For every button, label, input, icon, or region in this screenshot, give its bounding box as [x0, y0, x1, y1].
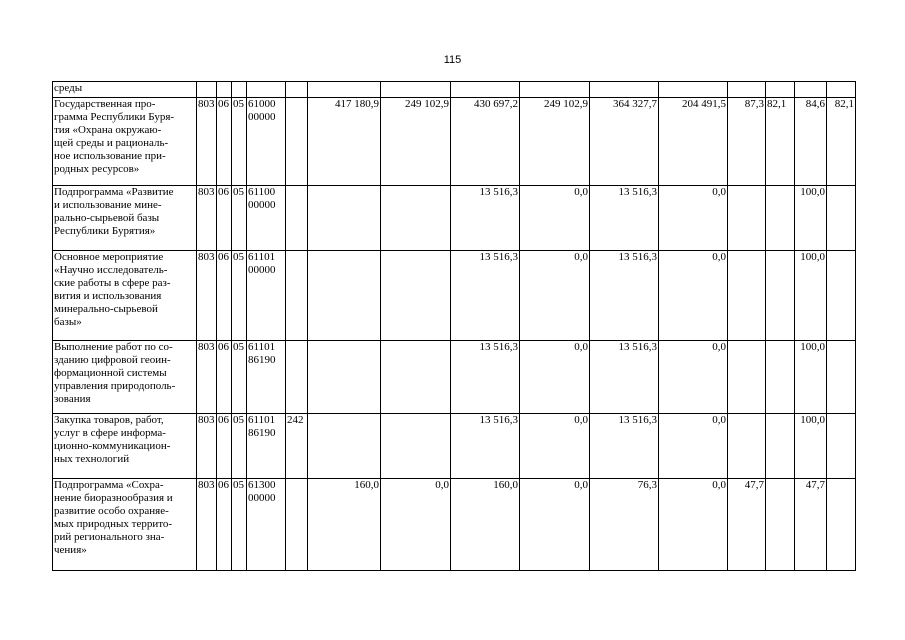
row-name	[53, 414, 197, 479]
updated-total-cell: 430 697,2	[451, 98, 520, 186]
pct-exec-plan-cell	[728, 82, 766, 98]
row-name-line: управления природополь-	[54, 380, 176, 392]
expense-type-cell	[286, 186, 308, 251]
executed-federal-cell: 204 491,5	[659, 98, 728, 186]
expense-type-cell	[286, 98, 308, 186]
admin-code-cell: 803	[197, 98, 217, 186]
pct-exec-plan-federal-cell	[766, 479, 795, 571]
updated-federal-cell: 0,0	[520, 186, 590, 251]
pct-exec-plan-cell	[728, 251, 766, 341]
row-name-line: Государственная про-	[54, 98, 156, 110]
section-code-cell: 06	[217, 251, 232, 341]
executed-federal-cell: 0,0	[659, 479, 728, 571]
subsection-code-cell: 05	[232, 186, 247, 251]
subsection-code-cell	[232, 82, 247, 98]
plan-federal-cell	[381, 341, 451, 414]
program-code-cell	[247, 98, 286, 186]
executed-federal-cell: 0,0	[659, 341, 728, 414]
program-code-cell	[247, 251, 286, 341]
admin-code-cell	[197, 82, 217, 98]
plan-total-cell	[308, 251, 381, 341]
row-name-line: грамма Республики Буря-	[54, 111, 175, 123]
row-name-line: развитие особо охраняе-	[54, 505, 169, 517]
updated-federal-cell: 0,0	[520, 414, 590, 479]
row-name-line: ное использование при-	[54, 150, 166, 162]
updated-federal-cell: 249 102,9	[520, 98, 590, 186]
executed-total-cell: 76,3	[590, 479, 659, 571]
subsection-code-cell: 05	[232, 479, 247, 571]
row-name-line: среды	[54, 82, 83, 94]
executed-total-cell	[590, 82, 659, 98]
pct-exec-updated-federal-cell	[827, 82, 856, 98]
program-code-text: 61100 00000	[248, 186, 276, 211]
pct-exec-updated-cell	[795, 82, 827, 98]
updated-total-cell: 160,0	[451, 479, 520, 571]
program-code-text: 61101 86190	[248, 341, 276, 366]
pct-exec-updated-federal-cell	[827, 251, 856, 341]
executed-total-cell: 13 516,3	[590, 251, 659, 341]
updated-total-cell: 13 516,3	[451, 251, 520, 341]
executed-federal-cell: 0,0	[659, 414, 728, 479]
program-code-cell	[247, 82, 286, 98]
section-code-cell: 06	[217, 479, 232, 571]
executed-federal-cell: 0,0	[659, 186, 728, 251]
row-name-line: Выполнение работ по со-	[54, 341, 173, 353]
row-name-line: вития и использования	[54, 290, 162, 302]
updated-total-cell	[451, 82, 520, 98]
pct-exec-plan-federal-cell	[766, 414, 795, 479]
subsection-code-cell: 05	[232, 251, 247, 341]
row-name-line: минерально-сырьевой	[54, 303, 158, 315]
row-name-line: зования	[54, 393, 91, 405]
pct-exec-plan-federal-cell	[766, 341, 795, 414]
expense-type-cell: 242	[286, 414, 308, 479]
program-code-cell	[247, 341, 286, 414]
plan-federal-cell	[381, 414, 451, 479]
row-name	[53, 98, 197, 186]
pct-exec-updated-cell: 100,0	[795, 251, 827, 341]
pct-exec-updated-federal-cell	[827, 341, 856, 414]
row-name	[53, 82, 197, 98]
budget-table	[52, 81, 856, 571]
row-name-line: Республики Бурятия»	[54, 225, 156, 237]
updated-federal-cell	[520, 82, 590, 98]
row-name-line: Закупка товаров, работ,	[54, 414, 164, 426]
pct-exec-plan-cell	[728, 186, 766, 251]
executed-federal-cell	[659, 82, 728, 98]
updated-total-cell: 13 516,3	[451, 186, 520, 251]
row-name-line: Основное мероприятие	[54, 251, 164, 263]
table-row	[53, 251, 856, 341]
section-code-cell: 06	[217, 186, 232, 251]
row-name-line: родных ресурсов»	[54, 163, 140, 175]
plan-federal-cell	[381, 251, 451, 341]
pct-exec-plan-cell: 87,3	[728, 98, 766, 186]
row-name-line: базы»	[54, 316, 82, 328]
updated-total-cell: 13 516,3	[451, 414, 520, 479]
table-row	[53, 82, 856, 98]
row-name-line: тия «Охрана окружаю-	[54, 124, 162, 136]
subsection-code-cell: 05	[232, 414, 247, 479]
row-name-line: и использование мине-	[54, 199, 162, 211]
updated-federal-cell: 0,0	[520, 479, 590, 571]
plan-federal-cell	[381, 186, 451, 251]
section-code-cell: 06	[217, 98, 232, 186]
updated-federal-cell: 0,0	[520, 251, 590, 341]
plan-total-cell: 417 180,9	[308, 98, 381, 186]
row-name-line: ных технологий	[54, 453, 130, 465]
pct-exec-plan-cell: 47,7	[728, 479, 766, 571]
program-code-cell	[247, 479, 286, 571]
section-code-cell: 06	[217, 414, 232, 479]
pct-exec-updated-federal-cell	[827, 414, 856, 479]
program-code-cell	[247, 186, 286, 251]
admin-code-cell: 803	[197, 414, 217, 479]
row-name-line: услуг в сфере информа-	[54, 427, 166, 439]
program-code-cell	[247, 414, 286, 479]
row-name-line: ционно-коммуникацион-	[54, 440, 171, 452]
pct-exec-updated-federal-cell: 82,1	[827, 98, 856, 186]
admin-code-cell: 803	[197, 251, 217, 341]
table-row	[53, 414, 856, 479]
row-name	[53, 251, 197, 341]
plan-federal-cell: 249 102,9	[381, 98, 451, 186]
program-code-text: 61101 86190	[248, 414, 276, 439]
table-row	[53, 479, 856, 571]
row-name-line: чения»	[54, 544, 87, 556]
plan-total-cell	[308, 186, 381, 251]
program-code-text: 61000 00000	[248, 98, 276, 123]
section-code-cell: 06	[217, 341, 232, 414]
executed-total-cell: 13 516,3	[590, 341, 659, 414]
row-name	[53, 479, 197, 571]
pct-exec-plan-federal-cell: 82,1	[766, 98, 795, 186]
pct-exec-updated-cell: 100,0	[795, 186, 827, 251]
executed-federal-cell: 0,0	[659, 251, 728, 341]
plan-total-cell	[308, 341, 381, 414]
pct-exec-updated-federal-cell	[827, 479, 856, 571]
pct-exec-plan-federal-cell	[766, 82, 795, 98]
row-name-line: формационной системы	[54, 367, 167, 379]
pct-exec-updated-federal-cell	[827, 186, 856, 251]
row-name	[53, 186, 197, 251]
plan-total-cell	[308, 414, 381, 479]
admin-code-cell: 803	[197, 341, 217, 414]
pct-exec-updated-cell: 100,0	[795, 341, 827, 414]
expense-type-cell	[286, 251, 308, 341]
admin-code-cell: 803	[197, 186, 217, 251]
row-name-line: «Научно исследователь-	[54, 264, 168, 276]
section-code-cell	[217, 82, 232, 98]
row-name-line: Подпрограмма «Развитие	[54, 186, 174, 198]
row-name-line: ские работы в сфере раз-	[54, 277, 171, 289]
pct-exec-plan-cell	[728, 414, 766, 479]
executed-total-cell: 13 516,3	[590, 186, 659, 251]
executed-total-cell: 364 327,7	[590, 98, 659, 186]
program-code-text: 61101 00000	[248, 251, 276, 276]
program-code-text: 61300 00000	[248, 479, 276, 504]
row-name	[53, 341, 197, 414]
updated-federal-cell: 0,0	[520, 341, 590, 414]
admin-code-cell: 803	[197, 479, 217, 571]
plan-total-cell: 160,0	[308, 479, 381, 571]
table-row	[53, 341, 856, 414]
pct-exec-plan-federal-cell	[766, 186, 795, 251]
row-name-line: Подпрограмма «Сохра-	[54, 479, 164, 491]
row-name-line: нение биоразнообразия и	[54, 492, 173, 504]
plan-federal-cell	[381, 82, 451, 98]
expense-type-cell	[286, 341, 308, 414]
row-name-line: мых природных террито-	[54, 518, 173, 530]
updated-total-cell: 13 516,3	[451, 341, 520, 414]
row-name-line: щей среды и рациональ-	[54, 137, 169, 149]
executed-total-cell: 13 516,3	[590, 414, 659, 479]
subsection-code-cell: 05	[232, 341, 247, 414]
page-number: 115	[443, 54, 462, 66]
pct-exec-updated-cell: 84,6	[795, 98, 827, 186]
pct-exec-plan-cell	[728, 341, 766, 414]
pct-exec-updated-cell: 47,7	[795, 479, 827, 571]
pct-exec-plan-federal-cell	[766, 251, 795, 341]
plan-total-cell	[308, 82, 381, 98]
row-name-line: рий регионального зна-	[54, 531, 165, 543]
plan-federal-cell: 0,0	[381, 479, 451, 571]
row-name-line: рально-сырьевой базы	[54, 212, 160, 224]
expense-type-cell	[286, 82, 308, 98]
subsection-code-cell: 05	[232, 98, 247, 186]
row-name-line: зданию цифровой геоин-	[54, 354, 171, 366]
pct-exec-updated-cell: 100,0	[795, 414, 827, 479]
table-row	[53, 186, 856, 251]
expense-type-cell	[286, 479, 308, 571]
table-row	[53, 98, 856, 186]
